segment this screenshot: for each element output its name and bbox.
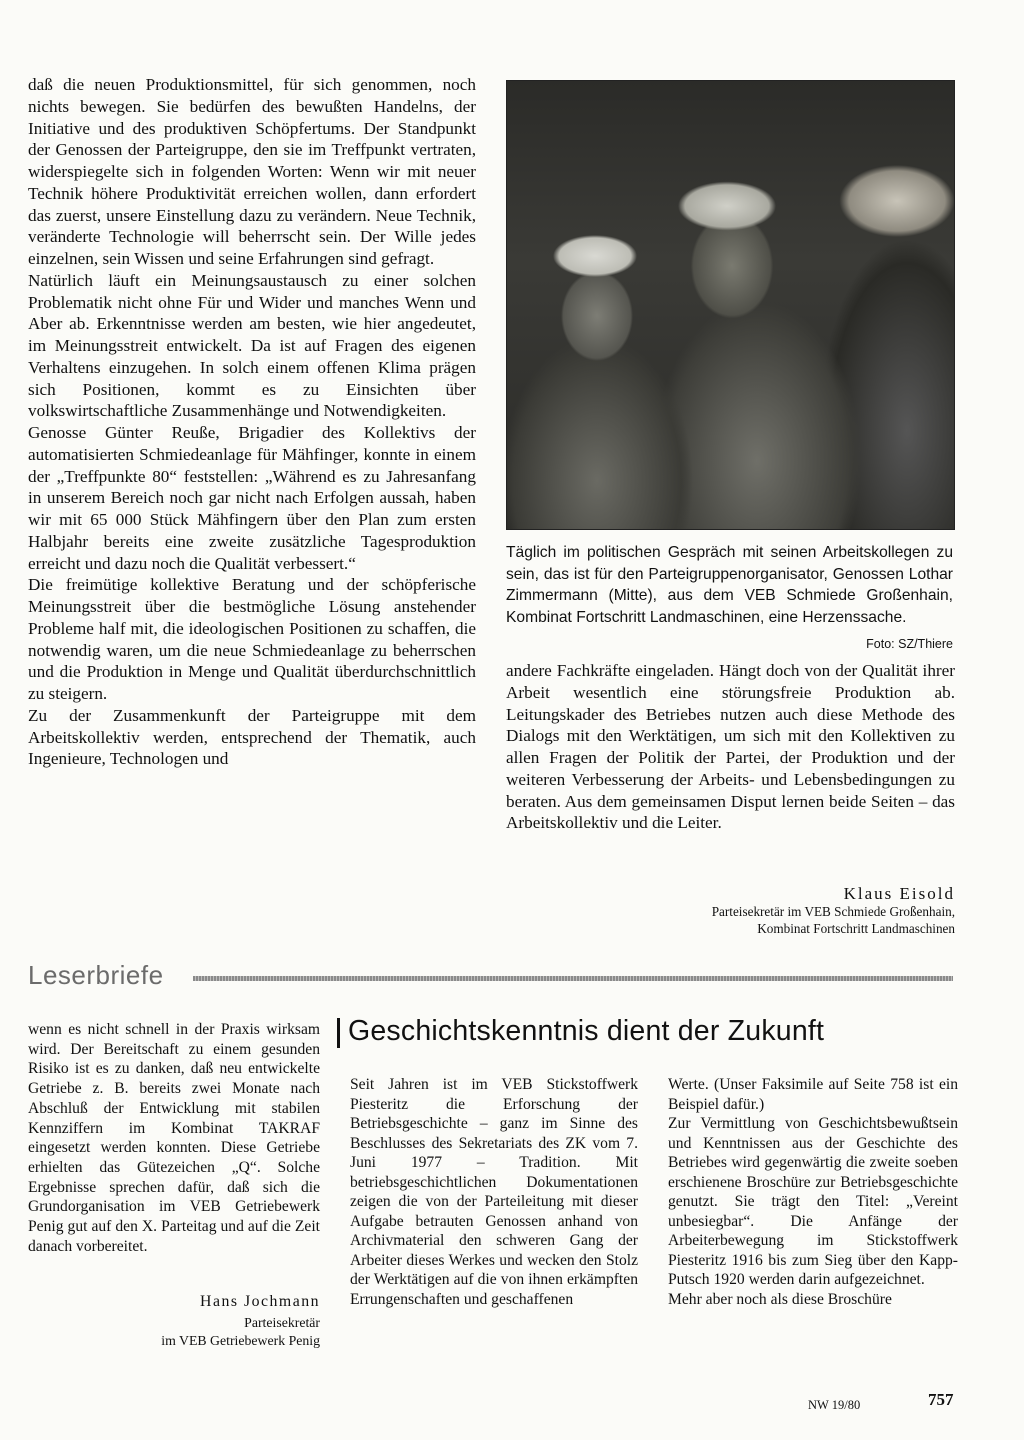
letter-paragraph: wenn es nicht schnell in der Praxis wirksam wird. Der Bereitschaft zu einem gesunden Risiko ist es zu danken, daß neu entwickelte Getriebe z. B. bereits zwei Monate nach Abschluß der Entwicklung mit stabilen Kennziffern im Kombinat TAKRAF eingesetzt werden konnten. Diese Getriebe erhielten das Gütezeichen „Q“. Solche Ergebnisse sprechen dafür, daß sich die Grundorganisation im VEB Getriebewerk Penig gut auf den X. Parteitag und auf die Zeit danach vorbereitet. bbox=[28, 1021, 320, 1255]
article-body bbox=[28, 74, 476, 770]
section-header bbox=[28, 960, 953, 990]
letter-one-author-role bbox=[28, 1314, 320, 1350]
article-paragraph: andere Fachkräfte eingeladen. Hängt doch von der Qualität ihrer Arbeit wesentlich eine störungsfreie Produktion ab. Leitungskader des Betriebes nutzen auch diese Methode des Dialogs mit den Werktätigen, um sich mit den Kollektiven zu allen Fragen der Politik der Partei, der Produktion und der weiteren Verbesserung der Arbeits- und Lebensbedingungen zu beraten. Aus dem gemeinsamen Disput lernen beide Seiten – das Arbeitskollektiv und die Leiter. bbox=[506, 661, 955, 833]
letter-paragraph: Zur Vermittlung von Geschichtsbewußtsein und Kenntnissen aus der Geschichte des Betriebes wird gegenwärtig die zweite soeben erschienene Broschüre zur Betriebsgeschichte genutzt. Sie trägt den Titel: „Vereint unbesiegbar“. Die Anfänge der Arbeiterbewegung im Stickstoffwerk Piesteritz 1916 bis zum Sieg über den Kapp-Putsch 1920 werden darin aufgezeichnet. bbox=[668, 1115, 958, 1288]
author-role-line: im VEB Getriebewerk Penig bbox=[161, 1333, 320, 1348]
article-paragraph: daß die neuen Produktionsmittel, für sich genommen, noch nichts bewegen. Sie bedürfen des bewußten Handelns, der Initiative und des produktiven Schöpfertums. Der Standpunkt der Genossen der Parteigruppe, den sie im Treffpunkt vertraten, widerspiegelte sich in folgenden Worten: Wenn wir mit neuer Technik höhere Produktivität erreichen wollen, dann erfordert das zuerst, unsere Einstellung dazu zu verändern. Neue Technik, veränderte Technologie will beherrscht sein. Der Wille jedes einzelnen, sein Wissen und seine Erfahrungen sind gefragt. bbox=[28, 75, 476, 268]
letter-one-body bbox=[28, 1020, 320, 1256]
author-role-line: Kombinat Fortschritt Landmaschinen bbox=[757, 920, 955, 936]
article-author-name: Klaus Eisold bbox=[843, 884, 955, 903]
issue-reference: NW 19/80 bbox=[808, 1398, 861, 1412]
letter-two-column-1 bbox=[350, 1075, 638, 1309]
workers-photo bbox=[506, 80, 955, 530]
photo-caption: Täglich im politischen Gespräch mit seinen Arbeitskollegen zu sein, das ist für den Parteigruppenorganisator, Genossen Lothar Zimmermann (Mitte), aus dem VEB Schmiede Großenhain, Kombinat Fortschritt Landmaschinen, eine Herzenssache. bbox=[506, 544, 953, 626]
section-rule bbox=[193, 976, 953, 981]
article-paragraph: Die freimütige kollektive Beratung und der schöpferische Meinungsstreit über die bestmögliche Lösung anstehender Probleme half mit, die ideologischen Positionen zu schaffen, die notwendig waren, um die neue Schmiedeanlage zu beherrschen und die Produktion in Menge und Qualität überdurchschnittlich zu steigern. bbox=[28, 575, 476, 703]
letter-two-column-2 bbox=[668, 1075, 958, 1309]
author-role-line: Parteisekretär bbox=[244, 1315, 320, 1330]
article-paragraph: Zu der Zusammenkunft der Parteigruppe mit dem Arbeitskollektiv werden, entsprechend der Thematik, auch Ingenieure, Technologen und bbox=[28, 705, 476, 769]
article-continuation bbox=[506, 660, 955, 834]
letter-one-author-name: Hans Jochmann bbox=[200, 1293, 320, 1310]
section-title: Leserbriefe bbox=[28, 960, 164, 990]
article-paragraph: Genosse Günter Reuße, Brigadier des Kollektivs der automatisierten Schmiedeanlage für Mähfinger, konnte in einem der „Treffpunkte 80“ feststellen: „Während es zu Jahresanfang in unserem Bereich noch gar nicht nach Erfolgen aussah, haben wir mit 65 000 Stück Mähfingern über den Plan zum ersten Halbjahr bereits eine zweite zusätzliche Tagesproduktion erreicht und dazu noch die Qualität verbessert.“ bbox=[28, 423, 476, 573]
author-role-line: Parteisekretär im VEB Schmiede Großenhain, bbox=[711, 904, 955, 919]
page-number: 757 bbox=[928, 1390, 954, 1409]
headline-bar bbox=[337, 1018, 340, 1048]
article-paragraph: Natürlich läuft ein Meinungsaustausch zu einer solchen Problematik nicht ohne Für und Wider und manches Wenn und Aber ab. Erkenntnisse werden am besten, wie hier angedeutet, im Meinungsstreit entwickelt. Da ist auf Fragen des eigenen Verhaltens einzugehen. In solch einem offenen Klima prägen sich Positionen, kommt es zu Einsichten über volkswirtschaftliche Zusammenhänge und Notwendigkeiten. bbox=[28, 270, 476, 421]
photo-credit: Foto: SZ/Thiere bbox=[866, 637, 953, 651]
letter-two-headline: Geschichtskenntnis dient der Zukunft bbox=[348, 1015, 825, 1047]
letter-paragraph: Werte. (Unser Faksimile auf Seite 758 ist ein Beispiel dafür.) bbox=[668, 1076, 958, 1113]
letter-paragraph: Mehr aber noch als diese Broschüre bbox=[668, 1290, 892, 1308]
article-author-role bbox=[506, 904, 955, 937]
letter-paragraph: Seit Jahren ist im VEB Stickstoffwerk Piesteritz die Erforschung der Betriebsgeschichte – ganz im Sinne des Beschlusses des Sekretariats des ZK vom 7. Juni 1977 – Tradition. Mit betriebsgeschichtlichen Dokumentationen zeigen die von der Parteileitung mit dieser Aufgabe betrauten Genossen anhand von Archivmaterial den schweren Gang der Arbeiter dieses Werkes und wecken den Stolz der Werktätigen auf die von ihnen erkämpften Errungenschaften und geschaffenen bbox=[350, 1076, 638, 1308]
